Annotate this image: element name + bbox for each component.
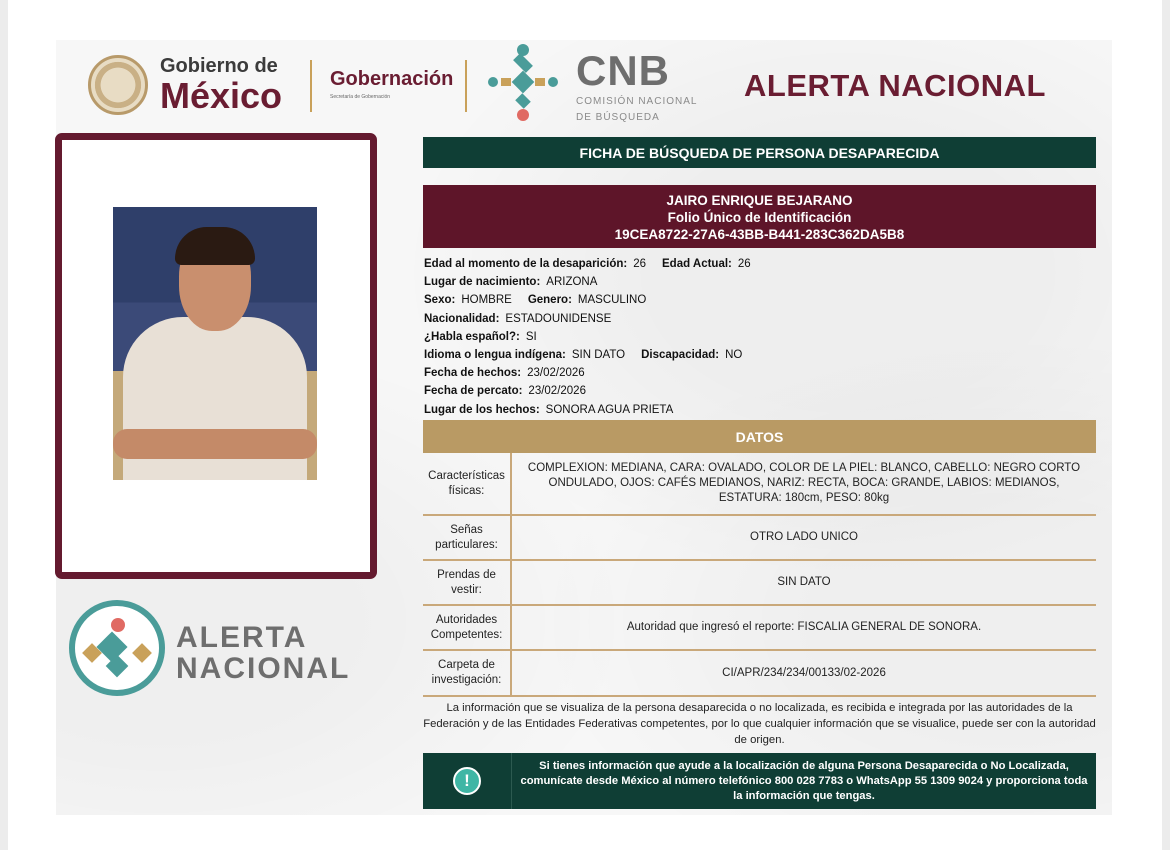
person-info — [424, 255, 767, 419]
row-value: OTRO LADO UNICO — [750, 531, 858, 543]
divider — [465, 60, 467, 112]
exclamation-icon: ! — [453, 767, 481, 795]
row-label: Carpeta de investigación: — [423, 651, 512, 695]
alerta-logo-line2: NACIONAL — [176, 652, 351, 685]
footer-icon-cell — [423, 753, 512, 809]
fecha-hechos-value: 23/02/2026 — [527, 367, 585, 380]
table-row — [423, 606, 1096, 651]
edad-actual-value: 26 — [737, 258, 751, 270]
datos-table — [423, 453, 1096, 697]
datos-heading: DATOS — [423, 420, 1096, 453]
edad-desaparicion-label: Edad al momento de la desaparición: — [424, 258, 628, 270]
gobierno-de-mexico-logo — [88, 55, 282, 115]
gobernacion-subtitle: Secretaría de Gobernación — [330, 94, 391, 100]
gobernacion-logo — [330, 68, 453, 100]
lugar-hechos-value: SONORA AGUA PRIETA — [545, 403, 674, 416]
idioma-value: SIN DATO — [571, 348, 626, 361]
alerta-nacional-logo-text — [176, 622, 350, 684]
table-row — [423, 453, 1096, 516]
folio-value: 19CEA8722-27A6-43BB-B441-283C362DA5B8 — [614, 227, 905, 242]
alerta-nacional-emblem-icon — [69, 600, 165, 696]
nacimiento-label: Lugar de nacimiento: — [424, 276, 541, 289]
sexo-label: Sexo: — [424, 294, 456, 307]
table-row — [423, 651, 1096, 697]
divider — [310, 60, 312, 112]
row-value: Autoridad que ingresó el reporte: FISCALIA GENERAL DE SONORA. — [626, 621, 982, 633]
folio-label: Folio Único de Identificación — [667, 210, 852, 225]
row-value: SIN DATO — [777, 576, 831, 588]
nacimiento-value: ARIZONA — [546, 276, 598, 289]
discapacidad-label: Discapacidad: — [641, 348, 720, 361]
row-value: CI/APR/234/234/00133/02-2026 — [722, 666, 886, 679]
sexo-value: HOMBRE — [461, 294, 512, 307]
disclaimer: La información que se visualiza de la persona desaparecida o no localizada, es recibida e integrada por las autoridades de la Federación y de las Entidades Federativas competentes, por lo que cualquier información que se visualice, puede ser con la autoridad de origen. — [423, 702, 1096, 746]
person-name: JAIRO ENRIQUE BEJARANO — [666, 193, 853, 208]
nacionalidad-label: Nacionalidad: — [424, 312, 500, 325]
table-row — [423, 516, 1096, 561]
cnb-emblem-icon — [483, 42, 563, 122]
cnb-subtitle-2: DE BÚSQUEDA — [576, 112, 660, 123]
genero-label: Genero: — [527, 294, 572, 307]
alerta-logo-line1: ALERTA — [176, 621, 308, 654]
gobierno-line2: México — [160, 75, 283, 116]
table-row — [423, 561, 1096, 606]
genero-value: MASCULINO — [577, 294, 647, 307]
fecha-percato-label: Fecha de percato: — [424, 385, 523, 398]
row-value: COMPLEXION: MEDIANA, CARA: OVALADO, COLOR DE LA PIEL: BLANCO, CABELLO: NEGRO CORTO ONDULADO, OJOS: CAFÉS MEDIANOS, NARIZ: RECTA, BOCA: GRANDE, LABIOS: MEDIANOS, ESTATURA: 180cm, PESO: 80kg — [527, 462, 1081, 504]
cnb-title: CNB — [576, 47, 670, 94]
gobierno-line1: Gobierno de — [160, 55, 278, 77]
cnb-subtitle-1: COMISIÓN NACIONAL — [576, 96, 698, 107]
espanol-value: SI — [525, 330, 537, 343]
person-header — [423, 185, 1096, 248]
fecha-percato-value: 23/02/2026 — [528, 385, 586, 398]
discapacidad-value: NO — [725, 348, 743, 361]
fecha-hechos-label: Fecha de hechos: — [424, 367, 522, 380]
row-label: Autoridades Competentes: — [423, 606, 512, 649]
row-label: Prendas de vestir: — [423, 561, 512, 604]
lugar-hechos-label: Lugar de los hechos: — [424, 403, 540, 416]
cnb-logo — [576, 47, 698, 124]
contact-footer — [423, 753, 1096, 809]
national-seal-icon — [88, 55, 148, 115]
row-label: Características físicas: — [423, 453, 512, 514]
contact-message: Si tienes información que ayude a la localización de alguna Persona Desaparecida o No Localizada, comunícate desde México al número telefónico 800 028 7783 o WhatsApp 55 1309 9024 y proporciona toda la información que tengas. — [520, 759, 1088, 802]
edad-actual-label: Edad Actual: — [662, 258, 732, 270]
nacionalidad-value: ESTADOUNIDENSE — [505, 312, 612, 325]
ficha-title: FICHA DE BÚSQUEDA DE PERSONA DESAPARECIDA — [423, 137, 1096, 168]
gobernacion-title: Gobernación — [330, 68, 454, 90]
person-photo — [113, 207, 317, 480]
row-label: Señas particulares: — [423, 516, 512, 559]
edad-desaparicion-value: 26 — [633, 258, 647, 270]
espanol-label: ¿Habla español?: — [424, 330, 520, 343]
idioma-label: Idioma o lengua indígena: — [424, 348, 566, 361]
alerta-nacional-title: ALERTA NACIONAL — [744, 68, 1046, 103]
